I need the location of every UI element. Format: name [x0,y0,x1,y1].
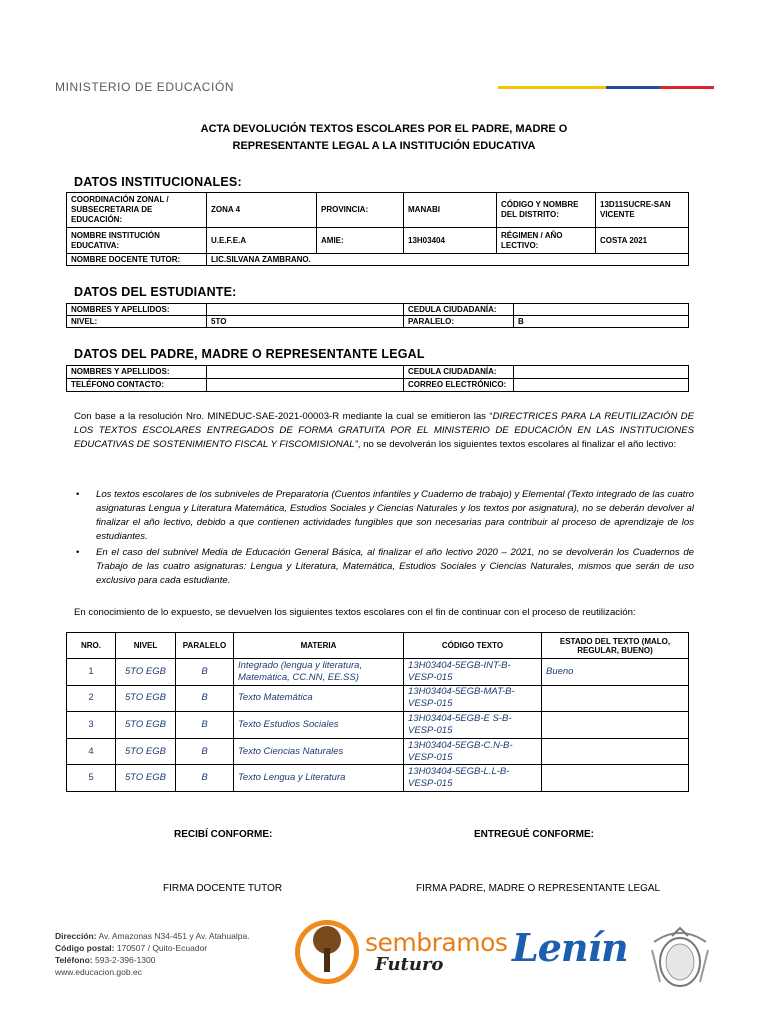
flag-red [660,86,714,89]
institucion-label: NOMBRE INSTITUCIÓN EDUCATIVA: [67,228,207,254]
col-header-paralelo: PARALELO [176,633,234,659]
student-paralelo-value: B [514,316,689,328]
parent-nombres-value[interactable] [207,366,404,379]
parent-cedula-value[interactable] [514,366,689,379]
table-row [67,712,689,739]
row-estado[interactable]: Bueno [542,659,689,686]
row-nivel: 5TO EGB [116,685,176,712]
institutional-heading: DATOS INSTITUCIONALES: [74,175,242,189]
provincia-value: MANABI [404,193,497,228]
recibi-label: RECIBÍ CONFORME: [174,829,273,840]
row-paralelo: B [176,765,234,792]
row-materia: Texto Ciencias Naturales [234,738,404,765]
parent-heading: DATOS DEL PADRE, MADRE O REPRESENTANTE LEGAL [74,347,425,361]
firma-padre-label: FIRMA PADRE, MADRE O REPRESENTANTE LEGAL [416,883,661,894]
row-materia: Integrado (lengua y literatura, Matemática, CC.NN, EE.SS) [234,659,404,686]
bullet-dot-icon: • [76,489,80,500]
table-row [67,738,689,765]
parent-correo-label: CORREO ELECTRÓNICO: [404,379,514,392]
docente-label: NOMBRE DOCENTE TUTOR: [67,254,207,266]
col-header-estado: ESTADO DEL TEXTO (MALO, REGULAR, BUENO) [542,633,689,659]
ministry-header: MINISTERIO DE EDUCACIÓN [55,80,235,94]
row-materia: Texto Matemática [234,685,404,712]
student-table [66,303,689,328]
conclusion-paragraph: En conocimiento de lo expuesto, se devuelven los siguientes textos escolares con el fin de continuar con el proceso de reutilización: [74,607,636,618]
lenin-logo: Lenín [512,925,628,970]
bullet-item-2: • En el caso del subnivel Media de Educación General Básica, al finalizar el año lectivo 2020 – 2021, no se devolverán los Cuadernos de Trabajo de las cuatro asignaturas: Lengua y Literatura, Matemática, Estudios Sociales y Ciencias Naturales, mismos que serán de uso exclusivo para cada estudiante. [76,547,694,586]
student-nivel-label: NIVEL: [67,316,207,328]
col-header-codigo: CÓDIGO TEXTO [404,633,542,659]
row-estado[interactable] [542,685,689,712]
row-nivel: 5TO EGB [116,738,176,765]
postal-value: 170507 / Quito-Ecuador [116,943,208,953]
row-materia: Texto Estudios Sociales [234,712,404,739]
parent-table [66,365,689,392]
intro-c: , no se devolverán los siguientes textos escolares al finalizar el año lectivo: [357,439,677,450]
regimen-label: RÉGIMEN / AÑO LECTIVO: [497,228,596,254]
col-header-materia: MATERIA [234,633,404,659]
parent-cedula-label: CEDULA CIUDADANÍA: [404,366,514,379]
direccion-label: Dirección: [55,931,97,941]
telefono-label: Teléfono: [55,955,93,965]
postal-label: Código postal: [55,943,115,953]
books-table [66,632,689,792]
col-header-nro: NRO. [67,633,116,659]
row-codigo: 13H03404-5EGB-E S-B-VESP-015 [404,712,542,739]
row-estado[interactable] [542,712,689,739]
row-paralelo: B [176,659,234,686]
row-nivel: 5TO EGB [116,712,176,739]
row-nivel: 5TO EGB [116,659,176,686]
table-row [67,765,689,792]
distrito-value: 13D11SUCRE-SAN VICENTE [596,193,689,228]
row-estado[interactable] [542,738,689,765]
row-nro: 2 [67,685,116,712]
row-codigo: 13H03404-5EGB-INT-B-VESP-015 [404,659,542,686]
parent-nombres-label: NOMBRES Y APELLIDOS: [67,366,207,379]
tree-icon [293,918,361,986]
document-title-line1: ACTA DEVOLUCIÓN TEXTOS ESCOLARES POR EL PADRE, MADRE O [200,123,568,135]
row-nivel: 5TO EGB [116,765,176,792]
regimen-value: COSTA 2021 [596,228,689,254]
entregue-label: ENTREGUÉ CONFORME: [474,829,594,840]
row-paralelo: B [176,712,234,739]
student-nombres-label: NOMBRES Y APELLIDOS: [67,304,207,316]
row-nro: 1 [67,659,116,686]
table-row [67,685,689,712]
coord-value: ZONA 4 [207,193,317,228]
student-nombres-value[interactable] [207,304,404,316]
intro-a: Con base a la resolución Nro. MINEDUC-SAE-2021-00003-R mediante la cual se emitieron las “ [74,411,493,422]
student-paralelo-label: PARALELO: [404,316,514,328]
telefono-value: 593-2-396-1300 [95,955,156,965]
row-materia: Texto Lengua y Literatura [234,765,404,792]
bullet-list [74,488,694,590]
parent-telefono-value[interactable] [207,379,404,392]
student-cedula-value[interactable] [514,304,689,316]
flag-blue [606,86,660,89]
student-cedula-label: CEDULA CIUDADANÍA: [404,304,514,316]
sembramos-text: sembramos [365,928,508,957]
row-nro: 5 [67,765,116,792]
futuro-text: Futuro [375,954,444,975]
intro-b: DIRECTRICES PARA LA REUTILIZACIÓN DE LOS TEXTOS ESCOLARES ENTREGADOS DE FORMA GRATUITA POR EL MINISTERIO DE EDUCACIÓN EN LAS INSTITUCIONES EDUCATIVAS DE SOSTENIMIENTO FISCAL Y FISCOMISIONAL” [74,411,694,450]
table-row [67,659,689,686]
row-codigo: 13H03404-5EGB-L.L-B-VESP-015 [404,765,542,792]
row-paralelo: B [176,738,234,765]
direccion-value: Av. Amazonas N34-451 y Av. Atahualpa. [98,931,250,941]
col-header-nivel: NIVEL [116,633,176,659]
firma-docente-label: FIRMA DOCENTE TUTOR [163,883,283,894]
intro-paragraph [74,410,694,452]
flag-stripe [498,86,714,89]
student-nivel-value: 5TO [207,316,404,328]
row-paralelo: B [176,685,234,712]
flag-yellow [498,86,606,89]
sembramos-futuro-logo [293,918,508,986]
docente-value: LIC.SILVANA ZAMBRANO. [207,254,689,266]
parent-correo-value[interactable] [514,379,689,392]
amie-label: AMIE: [317,228,404,254]
bullet-dot-icon: • [76,547,80,558]
coat-of-arms-icon [646,922,714,992]
row-nro: 4 [67,738,116,765]
footer-contact [55,930,250,978]
row-nro: 3 [67,712,116,739]
document-title-line2: REPRESENTANTE LEGAL A LA INSTITUCIÓN EDUCATIVA [232,140,536,152]
parent-telefono-label: TELÉFONO CONTACTO: [67,379,207,392]
amie-value: 13H03404 [404,228,497,254]
provincia-label: PROVINCIA: [317,193,404,228]
row-codigo: 13H03404-5EGB-C.N-B-VESP-015 [404,738,542,765]
distrito-label: CÓDIGO Y NOMBRE DEL DISTRITO: [497,193,596,228]
website-link[interactable]: www.educacion.gob.ec [55,967,142,977]
row-estado[interactable] [542,765,689,792]
bullet-item-1: • Los textos escolares de los subniveles de Preparatoria (Cuentos infantiles y Cuaderno de trabajo) y Elemental (Texto integrado de las cuatro asignaturas Lengua y Literatura Matemática, Estudios Sociales y Ciencias Naturales y los textos por asignatura), no se deberán devolver al finalizar el año lectivo, debido a que contienen actividades fungibles que son necesarias para contribuir al proceso de aprendizaje de los estudiantes. [76,489,694,542]
coord-label: COORDINACIÓN ZONAL / SUBSECRETARIA DE EDUCACIÓN: [67,193,207,228]
student-heading: DATOS DEL ESTUDIANTE: [74,285,237,299]
row-codigo: 13H03404-5EGB-MAT-B-VESP-015 [404,685,542,712]
institutional-table [66,192,689,266]
institucion-value: U.E.F.E.A [207,228,317,254]
